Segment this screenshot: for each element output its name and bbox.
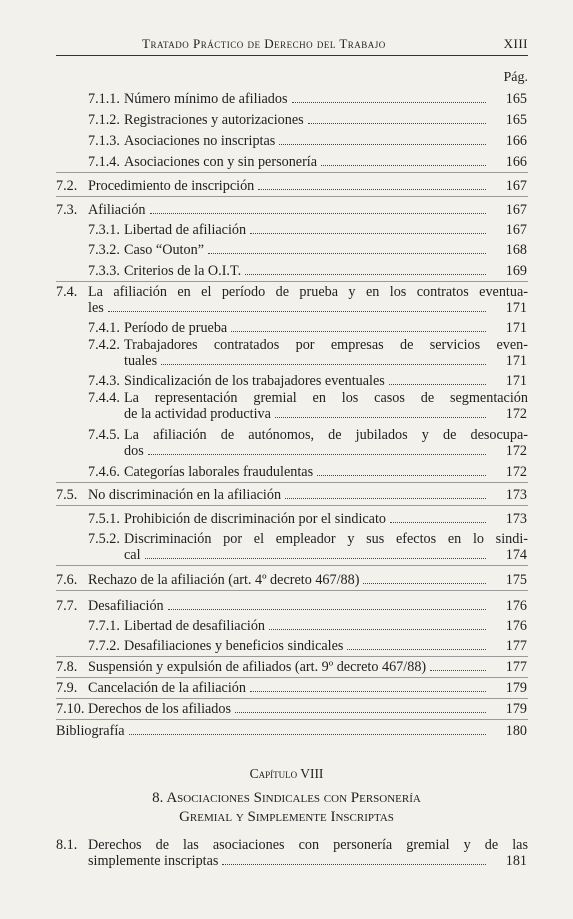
- entry-title-line: Trabajadores contratados por empresas de servicios even-: [124, 337, 528, 353]
- chapter-title-line-1: 8. Asociaciones Sindicales con Personería: [152, 790, 421, 806]
- entry-number: 7.7.: [56, 598, 78, 614]
- dot-leader: [168, 609, 486, 610]
- entry-number: 7.4.3.: [88, 373, 120, 389]
- entry-number: 7.4.2.: [88, 337, 120, 353]
- dot-leader: [245, 274, 486, 275]
- entry-page: 180: [505, 723, 527, 739]
- entry-number: 7.6.: [56, 572, 78, 588]
- entry-number: 7.3.2.: [88, 242, 120, 258]
- entry-title-line: La afiliación de autónomos, de jubilados y de desocupa-: [124, 427, 528, 443]
- entry-title: Derechos de los afiliados: [88, 701, 232, 717]
- section-divider: [56, 196, 528, 197]
- chapter-title-line-2: Gremial y Simplemente Inscriptas: [179, 809, 394, 825]
- entry-number: 7.4.6.: [88, 464, 120, 480]
- entry-number: 7.3.: [56, 202, 78, 218]
- section-divider: [56, 281, 528, 282]
- entry-title: tuales: [124, 353, 158, 369]
- entry-page: 175: [505, 572, 527, 588]
- dot-leader: [317, 475, 486, 476]
- dot-leader: [150, 213, 486, 214]
- dot-leader: [430, 670, 486, 671]
- entry-page: 177: [505, 638, 527, 654]
- entry-page: 176: [505, 598, 527, 614]
- dot-leader: [275, 417, 486, 418]
- header-rule: [56, 55, 528, 56]
- entry-title: Libertad de desafiliación: [124, 618, 266, 634]
- entry-page: 172: [505, 406, 527, 422]
- entry-page: 179: [505, 701, 527, 717]
- entry-title: dos: [124, 443, 144, 459]
- dot-leader: [347, 649, 486, 650]
- dot-leader: [285, 498, 486, 499]
- entry-title: Caso “Outon”: [124, 242, 204, 258]
- section-divider: [56, 505, 528, 506]
- section-divider: [56, 719, 528, 720]
- entry-page: 167: [505, 202, 527, 218]
- entry-title: Sindicalización de los trabajadores eventuales: [124, 373, 385, 389]
- entry-title: Asociaciones con y sin personería: [124, 154, 318, 170]
- page-number: XIII: [503, 36, 528, 51]
- entry-number: 7.4.5.: [88, 427, 120, 443]
- entry-title: les: [88, 300, 104, 316]
- entry-page: 179: [505, 680, 527, 696]
- entry-title: Número mínimo de afiliados: [124, 91, 288, 107]
- entry-number: 7.1.1.: [88, 91, 120, 107]
- dot-leader: [208, 253, 486, 254]
- entry-title: Período de prueba: [124, 320, 228, 336]
- entry-page: 176: [505, 618, 527, 634]
- entry-number: 7.3.3.: [88, 263, 120, 279]
- dot-leader: [279, 144, 486, 145]
- dot-leader: [129, 734, 486, 735]
- section-divider: [56, 698, 528, 699]
- entry-number: 7.4.4.: [88, 390, 120, 406]
- entry-title: Prohibición de discriminación por el sindicato: [124, 511, 387, 527]
- entry-number: 7.4.: [56, 284, 78, 300]
- entry-number: 7.5.1.: [88, 511, 120, 527]
- running-header: [56, 36, 528, 54]
- section-divider: [56, 565, 528, 566]
- section-divider: [56, 172, 528, 173]
- entry-title-line: La afiliación en el período de prueba y en los contratos eventua-: [88, 284, 528, 300]
- entry-page: 165: [505, 112, 527, 128]
- entry-number: 7.5.: [56, 487, 78, 503]
- entry-number: 7.1.3.: [88, 133, 120, 149]
- entry-title-line: Derechos de las asociaciones con personería gremial y de las: [88, 837, 528, 853]
- entry-title: de la actividad productiva: [124, 406, 271, 422]
- dot-leader: [269, 629, 486, 630]
- entry-page: 171: [505, 373, 527, 389]
- entry-title: Bibliografía: [56, 723, 125, 739]
- entry-title: Rechazo de la afiliación (art. 4º decreto 467/88): [88, 572, 360, 588]
- section-divider: [56, 590, 528, 591]
- dot-leader: [308, 123, 486, 124]
- entry-page: 181: [505, 853, 527, 869]
- dot-leader: [148, 454, 486, 455]
- entry-title: Desafiliación: [88, 598, 164, 614]
- entry-title-line: Discriminación por el empleador y sus efectos en lo sindi-: [124, 531, 528, 547]
- dot-leader: [108, 311, 486, 312]
- dot-leader: [250, 233, 486, 234]
- section-divider: [56, 482, 528, 483]
- entry-page: 165: [505, 91, 527, 107]
- entry-page: 171: [505, 320, 527, 336]
- dot-leader: [258, 189, 486, 190]
- entry-title: Suspensión y expulsión de afiliados (art. 9º decreto 467/88): [88, 659, 427, 675]
- entry-title: Criterios de la O.I.T.: [124, 263, 242, 279]
- dot-leader: [161, 364, 486, 365]
- entry-page: 177: [505, 659, 527, 675]
- entry-page: 166: [505, 133, 527, 149]
- dot-leader: [390, 522, 486, 523]
- entry-page: 171: [505, 353, 527, 369]
- dot-leader: [321, 165, 486, 166]
- page-column-label: Pág.: [503, 70, 528, 85]
- entry-number: 7.7.2.: [88, 638, 120, 654]
- entry-page: 173: [505, 487, 527, 503]
- entry-page: 168: [505, 242, 527, 258]
- dot-leader: [389, 384, 486, 385]
- entry-title: Libertad de afiliación: [124, 222, 247, 238]
- entry-number: 7.9.: [56, 680, 78, 696]
- book-title: Tratado Práctico de Derecho del Trabajo: [142, 36, 386, 51]
- entry-page: 169: [505, 263, 527, 279]
- dot-leader: [231, 331, 486, 332]
- entry-title: Registraciones y autorizaciones: [124, 112, 304, 128]
- entry-number: 7.1.4.: [88, 154, 120, 170]
- dot-leader: [292, 102, 486, 103]
- entry-page: 167: [505, 222, 527, 238]
- dot-leader: [235, 712, 486, 713]
- entry-page: 173: [505, 511, 527, 527]
- entry-title: Categorías laborales fraudulentas: [124, 464, 314, 480]
- section-divider: [56, 677, 528, 678]
- entry-title: Desafiliaciones y beneficios sindicales: [124, 638, 344, 654]
- dot-leader: [363, 583, 486, 584]
- entry-page: 174: [505, 547, 527, 563]
- entry-title: cal: [124, 547, 141, 563]
- entry-number: 7.7.1.: [88, 618, 120, 634]
- entry-number: 7.8.: [56, 659, 78, 675]
- entry-page: 172: [505, 443, 527, 459]
- entry-title: simplemente inscriptas: [88, 853, 219, 869]
- chapter-label: Capítulo VIII: [249, 766, 324, 781]
- entry-number: 7.4.1.: [88, 320, 120, 336]
- entry-title: Afiliación: [88, 202, 146, 218]
- entry-page: 171: [505, 300, 527, 316]
- entry-number: 7.2.: [56, 178, 78, 194]
- entry-number: 7.3.1.: [88, 222, 120, 238]
- entry-title: Cancelación de la afiliación: [88, 680, 246, 696]
- entry-number: 7.5.2.: [88, 531, 120, 547]
- dot-leader: [222, 864, 486, 865]
- entry-number: 7.1.2.: [88, 112, 120, 128]
- entry-page: 172: [505, 464, 527, 480]
- dot-leader: [250, 691, 486, 692]
- entry-title: No discriminación en la afiliación: [88, 487, 282, 503]
- entry-title: Asociaciones no inscriptas: [124, 133, 276, 149]
- section-divider: [56, 656, 528, 657]
- entry-title-line: La representación gremial en los casos de segmentación: [124, 390, 528, 406]
- entry-page: 166: [505, 154, 527, 170]
- entry-title: Procedimiento de inscripción: [88, 178, 255, 194]
- entry-number: 8.1.: [56, 837, 78, 853]
- entry-page: 167: [505, 178, 527, 194]
- entry-number: 7.10.: [56, 701, 85, 717]
- dot-leader: [145, 558, 486, 559]
